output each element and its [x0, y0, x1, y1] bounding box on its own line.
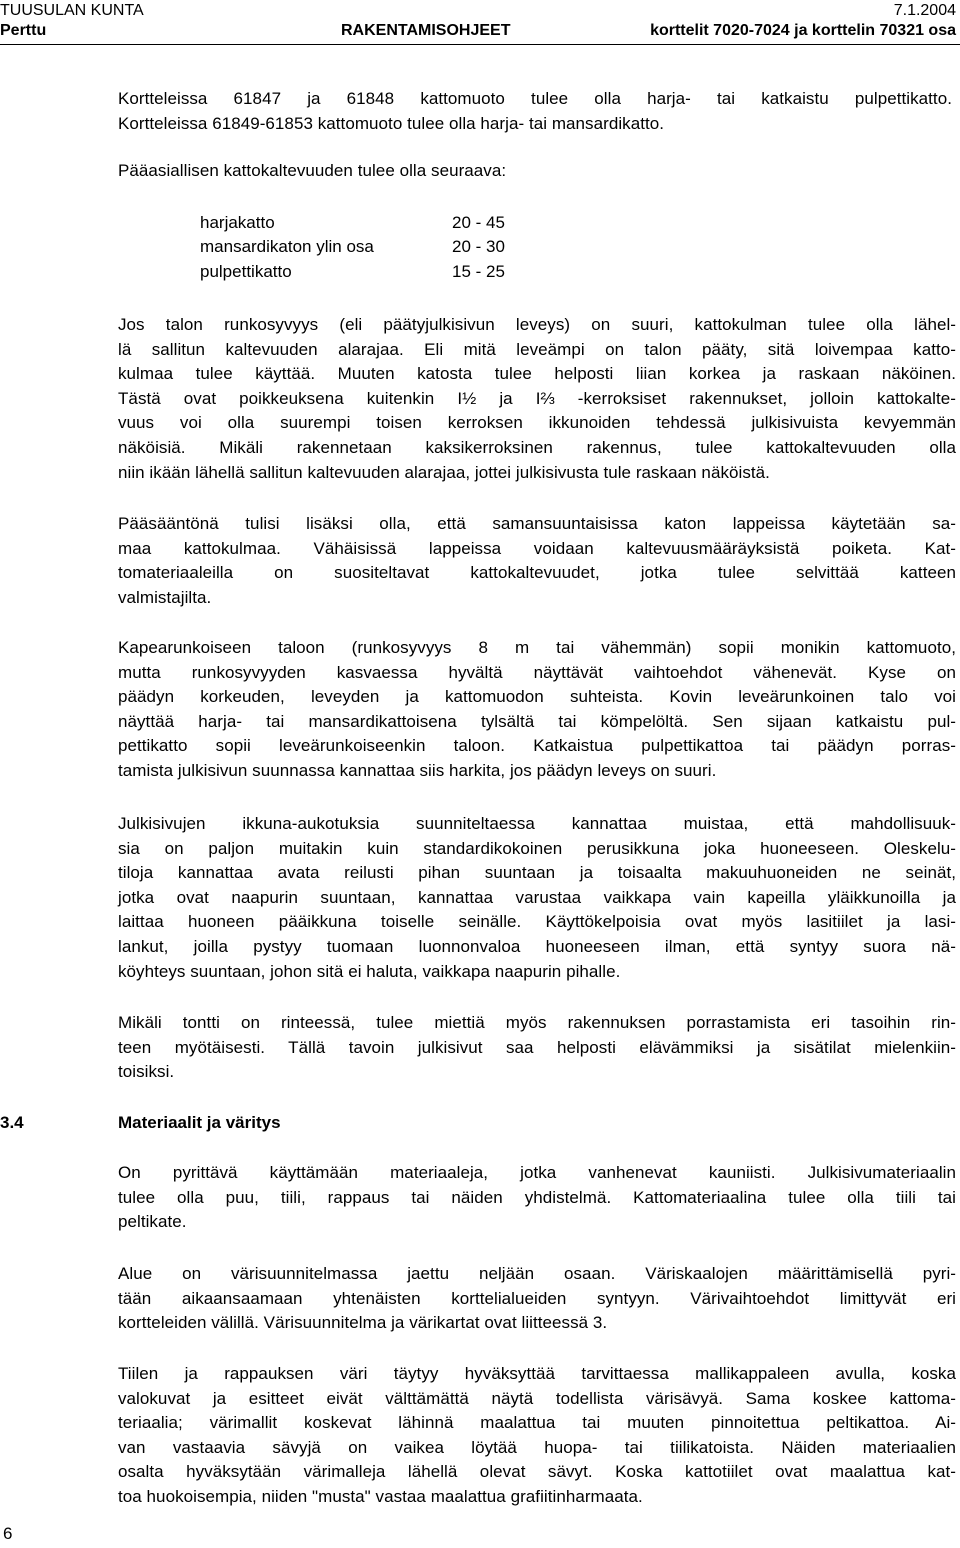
header-author: Perttu	[0, 22, 47, 39]
text-line: peltikate.	[118, 1212, 187, 1232]
text-line: lä sallitun kaltevuuden alarajaa. Eli mitä leveämpi on talon pääty, sitä loivempaa katto-	[118, 339, 956, 359]
paragraph-slope-intro	[118, 159, 956, 184]
text-line: jotka ovat naapurin suuntaan, kannattaa varustaa vaikkapa vain kapeilla yläikkunoilla ja	[118, 887, 956, 907]
text-line: mutta runkosyvyyden kasvaessa hyvältä näyttävät vaihtoehdot vähenevät. Kyse on	[118, 662, 956, 682]
slope-name: pulpettikatto	[200, 262, 292, 281]
section-number: 3.4	[0, 1113, 24, 1132]
text-line: teen myötäisesti. Tällä tavoin julkisivut saa helposti elävämmiksi ja sisätilat mielenkiin-	[118, 1037, 956, 1057]
text-line: Mikäli tontti on rinteessä, tulee miettiä myös rakennuksen porrastamista eri tasoihin rin-	[118, 1013, 956, 1032]
page-number: 6	[3, 1524, 13, 1543]
paragraph-narrow-frame	[118, 636, 956, 784]
text-line: köyhteys suuntaan, johon sitä ei haluta, vaikkapa naapurin pihalle.	[118, 961, 621, 981]
paragraph-materials	[118, 1161, 956, 1235]
paragraph-windows	[118, 812, 956, 984]
text-line: sia on paljon muitakin kuin standardikokoinen perusikkuna joka huoneeseen. Oleskelu-	[118, 838, 956, 858]
text-line: teriaalia; värimallit koskevat lähinnä maalattua tai muuten pinnoitettua peltikattoa. Ai-	[118, 1413, 956, 1433]
text-line: Kapearunkoiseen taloon (runkosyvyys 8 m tai vähemmän) sopii monikin kattomuoto,	[118, 638, 956, 657]
text-line: tään aikaansaamaan yhtenäisten korttelialueiden syntyyn. Värivaihtoehdot limittyvät eri	[118, 1288, 956, 1308]
text-line: tomateriaaleilla on suositeltavat kattokaltevuudet, jotka tulee selvittää katteen	[118, 563, 956, 583]
text-line: Alue on värisuunnitelmassa jaettu neljään osaan. Väriskaalojen määrittämisellä pyri-	[118, 1264, 956, 1283]
slope-name: mansardikaton ylin osa	[200, 237, 374, 256]
header-org: TUUSULAN KUNTA	[0, 2, 144, 19]
text-line: pettikatto sopii leveärunkoiseenkin taloon. Katkaistua pulpettikattoa tai päädyn porras-	[118, 736, 956, 756]
text-line: kulmaa tulee käyttää. Muuten katosta tulee helposti liian korkea ja raskaan näköinen.	[118, 364, 956, 384]
section-title: Materiaalit ja väritys	[118, 1113, 281, 1132]
text-line: valmistajilta.	[118, 587, 212, 607]
slope-name: harjakatto	[200, 213, 275, 232]
text-line: Kortteleissa 61849-61853 kattomuoto tulee olla harja- tai mansardikatto.	[118, 113, 665, 133]
header-date: 7.1.2004	[893, 2, 956, 19]
text-line: tamista julkisivun suunnassa kannattaa siis harkita, jos päädyn leveys on suuri.	[118, 760, 717, 780]
text-line: maa kattokulmaa. Vähäisissä lappeissa voidaan kaltevuusmääräyksistä poiketa. Kat-	[118, 538, 956, 558]
text-line: On pyrittävä käyttämään materiaaleja, jotka vanhenevat kauniisti. Julkisivumateriaalin	[118, 1163, 956, 1182]
slope-value: 15 - 25	[452, 262, 505, 281]
text-line: toisiksi.	[118, 1062, 175, 1082]
text-line: Pääsääntönä tulisi lisäksi olla, että samansuuntaisissa katon lappeissa käytetään sa-	[118, 514, 956, 533]
text-line: Pääasiallisen kattokaltevuuden tulee olla seuraava:	[118, 161, 507, 180]
paragraph-frame-depth	[118, 313, 956, 485]
text-line: tulee olla puu, tiili, rappaus tai näiden yhdistelmä. Kattomateriaalina tulee olla tiili tai	[118, 1187, 956, 1207]
text-line: Kortteleissa 61847 ja 61848 kattomuoto tulee olla harja- tai katkaistu pulpettikatto.	[118, 89, 952, 108]
text-line: Tästä ovat poikkeuksena kuitenkin I½ ja I⅔ -kerroksiset rakennukset, jolloin kattokalte-	[118, 388, 956, 408]
header-divider	[0, 44, 960, 45]
paragraph-main-rule	[118, 512, 956, 610]
text-line: toa huokoisempia, niiden "musta" vastaa maalattua grafiitinharmaata.	[118, 1486, 643, 1506]
slope-value: 20 - 45	[452, 213, 505, 232]
header-doc-title: RAKENTAMISOHJEET	[341, 22, 511, 39]
text-line: Tiilen ja rappauksen väri täytyy hyväksyttää tarvittaessa mallikappaleen avulla, koska	[118, 1364, 956, 1383]
paragraph-samples	[118, 1362, 956, 1510]
text-line: lankut, joilla pystyy tuomaan luonnonvaloa huoneeseen ilman, että syntyy suora nä-	[118, 936, 956, 956]
text-line: niin ikään lähellä sallitun kaltevuuden alarajaa, jottei julkisivusta tule raskaan näköistä.	[118, 462, 770, 482]
text-line: valokuvat ja esitteet eivät välttämättä näytä todellista värisävyä. Sama koskee kattoma-	[118, 1388, 956, 1408]
text-line: päädyn korkeuden, leveyden ja kattomuodon suhteista. Kovin leveärunkoinen talo voi	[118, 687, 956, 707]
text-line: vuus voi olla suurempi toisen kerroksen ikkunoiden tehdessä julkisivuista kevyemmän	[118, 413, 956, 433]
text-line: laittaa huoneen pääikkuna toiselle seinälle. Käyttökelpoisia ovat myös lasitiilet ja lasi-	[118, 912, 956, 932]
slope-value: 20 - 30	[452, 237, 505, 256]
header-scope: korttelit 7020-7024 ja korttelin 70321 osa	[650, 22, 956, 39]
text-line: Jos talon runkosyvyys (eli päätyjulkisivun leveys) on suuri, kattokulman tulee olla lähel-	[118, 315, 956, 334]
text-line: osalta hyväksytään värimalleja lähellä olevat sävyt. Koska kattotiilet ovat maalattua kat-	[118, 1462, 956, 1482]
paragraph-slope-site	[118, 1011, 956, 1085]
text-line: van vastaavia sävyjä on vaikea löytää huopa- tai tiilikatoista. Näiden materiaalien	[118, 1437, 956, 1457]
text-line: tiloja kannattaa avata reilusti pihan suuntaan ja toisaalta makuuhuoneiden ne seinät,	[118, 863, 956, 883]
text-line: Julkisivujen ikkuna-aukotuksia suunniteltaessa kannattaa muistaa, että mahdollisuuk-	[118, 814, 956, 833]
text-line: näköisiä. Mikäli rakennetaan kaksikerroksinen rakennus, tulee kattokaltevuuden olla	[118, 437, 956, 457]
paragraph-colour-plan	[118, 1262, 956, 1336]
paragraph-roof-form	[118, 87, 952, 136]
text-line: näyttää harja- tai mansardikattoisena tylsältä tai kömpelöltä. Sen sijaan katkaistu pul-	[118, 711, 956, 731]
text-line: kortteleiden välillä. Värisuunnitelma ja värikartat ovat liitteessä 3.	[118, 1313, 608, 1333]
